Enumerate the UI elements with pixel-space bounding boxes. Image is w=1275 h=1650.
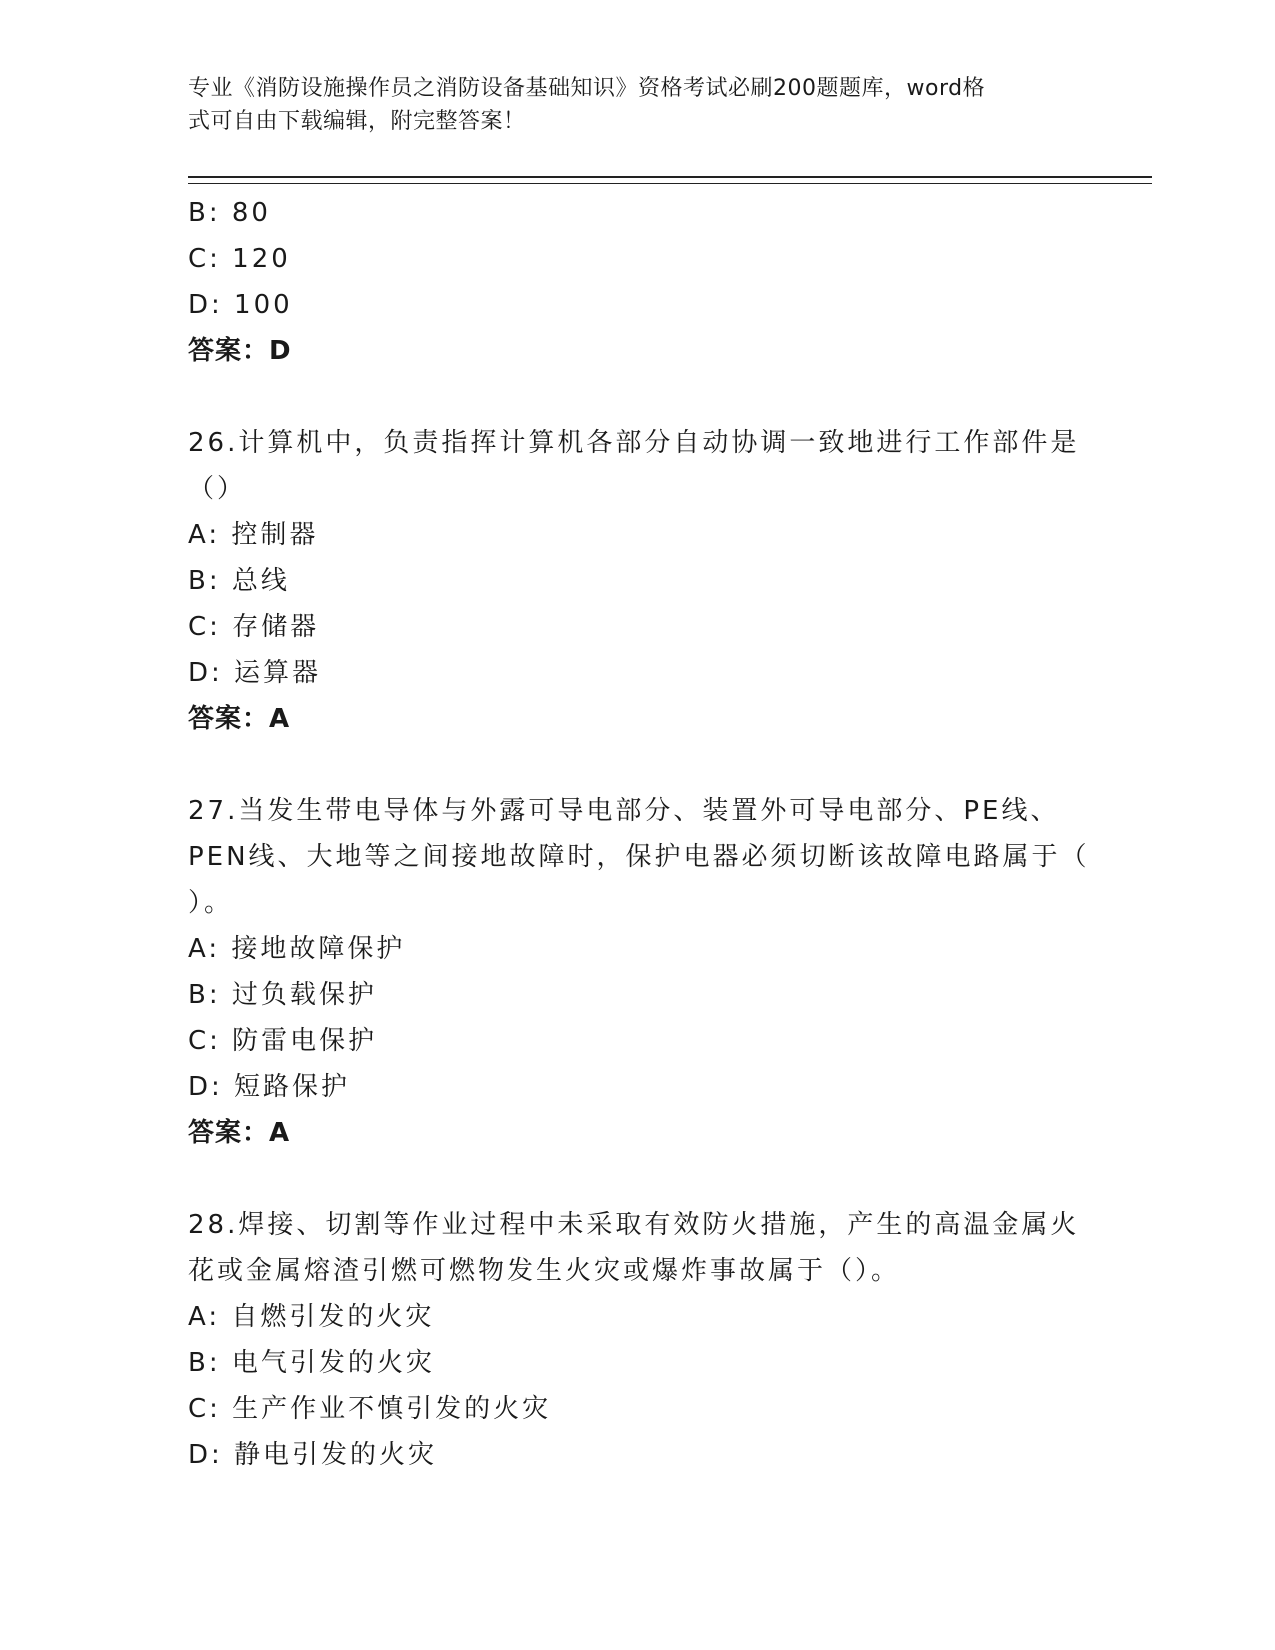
header-divider-thick bbox=[188, 176, 1152, 178]
option-d: D: 运算器 bbox=[188, 658, 322, 688]
question-27 bbox=[188, 788, 1088, 1156]
option-b: B: 80 bbox=[188, 198, 271, 228]
option-c: C: 防雷电保护 bbox=[188, 1026, 378, 1056]
option-b: B: 电气引发的火灾 bbox=[188, 1348, 435, 1378]
option-d: D: 静电引发的火灾 bbox=[188, 1440, 438, 1470]
option-c: C: 120 bbox=[188, 244, 291, 274]
question-text-line: （） bbox=[188, 474, 247, 504]
question-text-line: ）。 bbox=[188, 888, 234, 918]
question-26 bbox=[188, 420, 1088, 742]
question-text-line: 28.焊接、切割等作业过程中未采取有效防火措施，产生的高温金属火 bbox=[188, 1210, 1080, 1240]
option-b: B: 总线 bbox=[188, 566, 290, 596]
answer: 答案：A bbox=[188, 704, 291, 734]
option-c: C: 生产作业不慎引发的火灾 bbox=[188, 1394, 552, 1424]
option-a: A: 控制器 bbox=[188, 520, 319, 550]
prev-question bbox=[188, 190, 1088, 374]
header-line-1: 专业《消防设施操作员之消防设备基础知识》资格考试必刷200题题库，word格 bbox=[188, 76, 986, 101]
option-d: D: 短路保护 bbox=[188, 1072, 351, 1102]
header-divider-thin bbox=[188, 183, 1152, 184]
question-content bbox=[188, 190, 1088, 1478]
answer: 答案：A bbox=[188, 1118, 291, 1148]
option-a: A: 接地故障保护 bbox=[188, 934, 406, 964]
header-line-2: 式可自由下载编辑，附完整答案！ bbox=[188, 109, 526, 134]
question-text-line: 26.计算机中，负责指挥计算机各部分自动协调一致地进行工作部件是 bbox=[188, 428, 1080, 458]
option-d: D: 100 bbox=[188, 290, 293, 320]
option-c: C: 存储器 bbox=[188, 612, 320, 642]
question-text-line: 花或金属熔渣引燃可燃物发生火灾或爆炸事故属于（）。 bbox=[188, 1256, 901, 1286]
question-text-line: PEN线、大地等之间接地故障时，保护电器必须切断该故障电路属于（ bbox=[188, 842, 1090, 872]
question-28 bbox=[188, 1202, 1088, 1478]
answer: 答案：D bbox=[188, 336, 292, 366]
document-header bbox=[188, 72, 1088, 138]
option-a: A: 自燃引发的火灾 bbox=[188, 1302, 435, 1332]
question-text-line: 27.当发生带电导体与外露可导电部分、装置外可导电部分、PE线、 bbox=[188, 796, 1060, 826]
option-b: B: 过负载保护 bbox=[188, 980, 377, 1010]
